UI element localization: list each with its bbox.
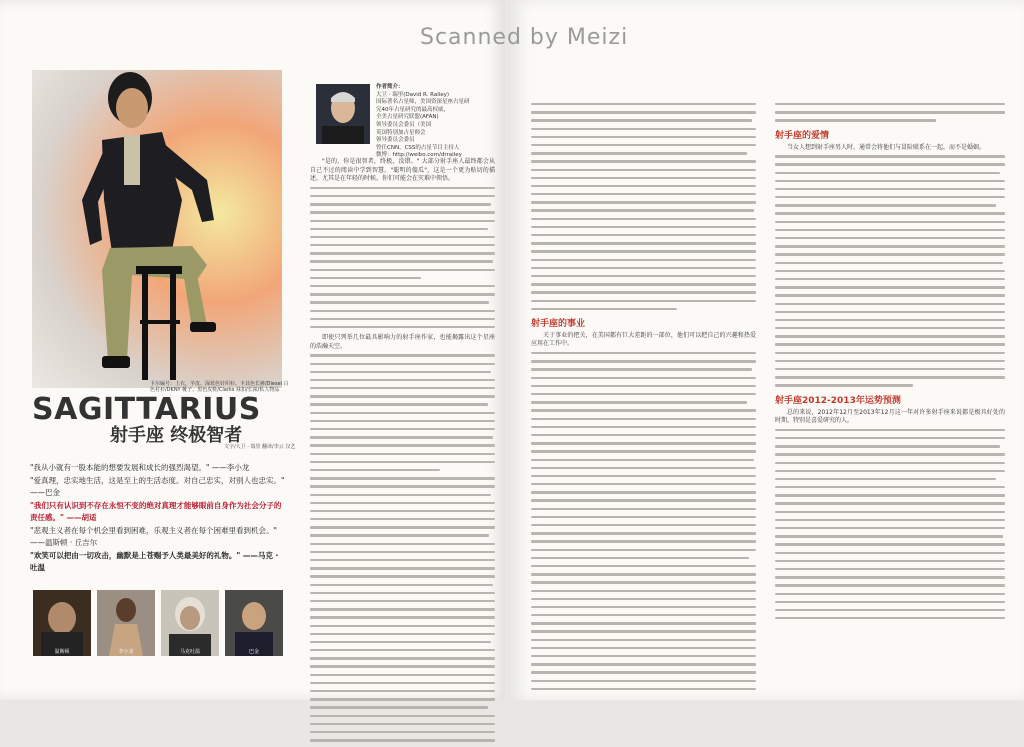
left-text-column bbox=[310, 158, 495, 747]
portrait-caption: 温斯顿 bbox=[54, 649, 70, 655]
quote-item: "我从小就有一股本能的想要发展和成长的强烈渴望。" ——李小龙 bbox=[30, 463, 250, 472]
author-info-line: 国际著名占星师，美国资深星座占星研 bbox=[376, 99, 470, 106]
portrait-caption: 巴金 bbox=[248, 649, 259, 655]
body-text-lines bbox=[310, 354, 495, 741]
intro-paragraph: "是的，你是很智者，终极，没错。" 大部分射手座人最终都会从自己不过的阅读中学到智慧。"聪明的傻瓜"，这是一个更为贴切的描述，尤其是在年轻的时候。你们可能会在灾难中领悟。 bbox=[310, 158, 495, 183]
portrait-image bbox=[161, 590, 219, 656]
author-info-line: 究40年占星研究的最高权威， bbox=[376, 106, 449, 113]
quote-item: "欢笑可以把由一切攻击，幽默是上苍赐予人类最美好的礼物。" ——马克 · 吐温 bbox=[30, 550, 279, 572]
man-on-stool-illustration bbox=[32, 70, 282, 388]
quote-item-highlight: "我们只有认识到不存在永恒不变的绝对真理才能够眼前自身作为社会分子的责任感。" ——胡适 bbox=[30, 500, 282, 522]
article-byline: 文字/大卫 · 瑞里 翻译/李云 汉艺 bbox=[224, 444, 296, 450]
portrait-image bbox=[225, 590, 283, 656]
section-heading-forecast: 射手座2012-2013年运势预测 bbox=[775, 395, 901, 406]
article-title-chinese: 射手座 终极智者 bbox=[110, 425, 243, 446]
cover-photo bbox=[32, 70, 282, 388]
body-text-lines bbox=[531, 103, 756, 310]
author-info-line: 曾任CNN、CSS的占星节目主持人 bbox=[376, 144, 460, 151]
author-info-line: 领导委员会委员 bbox=[376, 137, 415, 144]
section-heading-love: 射手座的爱情 bbox=[775, 130, 830, 141]
author-portrait-image bbox=[316, 84, 370, 144]
author-info bbox=[376, 84, 494, 160]
section-heading-career: 射手座的事业 bbox=[531, 318, 586, 329]
portrait-image bbox=[33, 590, 91, 656]
portrait-caption: 马克吐温 bbox=[179, 649, 200, 655]
author-info-line: 英国特别加占星师会 bbox=[376, 129, 426, 136]
body-text-lines bbox=[775, 155, 1005, 387]
middle-paragraph: 即使只列举几位最具影响力的射手座作家，也能揭露出这个星座的浩瀚天空。 bbox=[310, 334, 495, 350]
section-career-paragraph: 关于事业的把关，在美国都有巨大差距的一部位，他们可以把自己的兴趣和热爱应用在工作中。 bbox=[531, 331, 756, 348]
author-photo bbox=[316, 84, 370, 144]
quote-item: "爱真理，忠实地生活，这是至上的生活态度。对自己忠实，对别人也忠实。" ——巴金 bbox=[30, 475, 285, 497]
portrait-mark-twain bbox=[161, 590, 219, 656]
right-text-column-2 bbox=[775, 100, 1005, 625]
portrait-churchill bbox=[33, 590, 91, 656]
body-text-lines bbox=[531, 352, 756, 690]
portrait-ba-jin bbox=[225, 590, 283, 656]
author-info-line: 全美占星研究联盟(AFAN) bbox=[376, 114, 439, 121]
author-info-line: 微博：http://weibo.com/drrailey bbox=[376, 152, 462, 159]
right-page bbox=[511, 0, 1024, 700]
portrait-image bbox=[97, 590, 155, 656]
left-page bbox=[0, 0, 505, 700]
quote-item: "悲观主义者在每个机会里看到困难，乐观主义者在每个困难里看到机会。" ——温斯顿 · 丘吉尔 bbox=[30, 525, 277, 547]
section-love-paragraph: 当女人想到射手座男人时，通常会将他们与冒险联系在一起，而不是婚姻。 bbox=[787, 143, 986, 151]
scan-watermark: Scanned by Meizi bbox=[420, 25, 629, 50]
article-title-english: SAGITTARIUS bbox=[32, 392, 261, 427]
section-forecast-paragraph: 总的来说，2012年12月至2013年12月这一年对许多射手座来说都是极具好处的时期，特别是喜爱研究的人。 bbox=[775, 408, 1005, 425]
author-info-title: 作者简介： bbox=[376, 84, 404, 90]
body-text-lines bbox=[310, 187, 495, 329]
portrait-row bbox=[33, 590, 283, 656]
body-text-lines bbox=[775, 103, 1005, 122]
body-text-lines bbox=[775, 429, 1005, 620]
author-info-line: 大卫 · 瑞里(David R. Railey) bbox=[376, 91, 450, 98]
photo-caption: 卡尔编号：上衣、羊皮、深蓝色针织衫、卡其色长裤/Diesel 白色衬衫/DKNY 靴子、黑色皮鞋/Clarks 袜扣/长袜/私人物品 bbox=[150, 381, 289, 393]
author-info-line: 领导委员会委员（美国 bbox=[376, 121, 432, 128]
portrait-bruce-lee bbox=[97, 590, 155, 656]
portrait-caption: 李小龙 bbox=[118, 649, 134, 655]
quotes-block bbox=[30, 462, 285, 575]
right-text-column-1 bbox=[531, 100, 756, 696]
